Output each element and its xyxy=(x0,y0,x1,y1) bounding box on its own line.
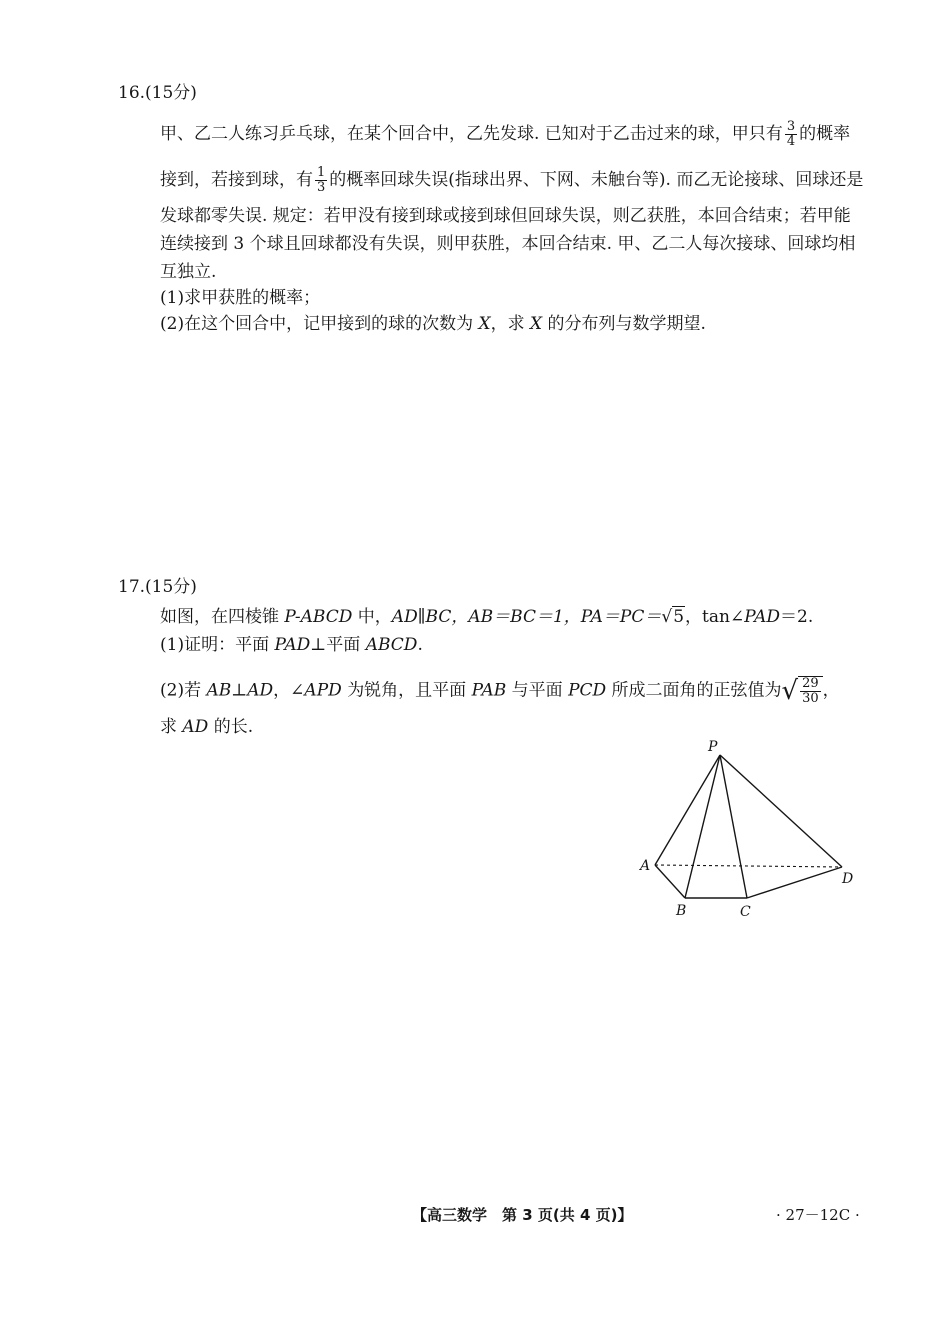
q16-fraction-1-3: $\frac{1}{3}$ xyxy=(317,165,326,195)
footer-code: · 27－12C · xyxy=(776,1206,860,1224)
label-D: D xyxy=(842,871,854,887)
q16-line-2: 接到，若接到球，有 $\frac{1}{3}$ 的概率回球失误(指球出界、下网、未触台等). 而乙无论接球、回球还是 xyxy=(160,165,864,195)
edge-PB xyxy=(685,755,720,898)
sqrt-29-30: √ $\frac{29}{30}$ xyxy=(782,676,823,706)
label-P: P xyxy=(708,739,718,755)
q17-line-1: 如图，在四棱锥 P-ABCD 中，AD∥BC，AB＝BC＝1，PA＝PC＝√5，tan∠PAD＝2. xyxy=(160,607,814,627)
q16-fraction-3-4: $\frac{3}{4}$ xyxy=(786,119,796,149)
label-B: B xyxy=(676,903,687,919)
edge-PA xyxy=(655,755,720,865)
q17-part-1: (1)证明：平面 PAD⊥平面 ABCD. xyxy=(160,635,423,655)
q17-part-2: (2)若 AB⊥AD，∠APD 为锐角，且平面 PAB 与平面 PCD 所成二面角的正弦值为 √ $\frac{29}{30}$ ， xyxy=(160,676,840,706)
q16-header: 16.(15分) xyxy=(118,83,197,103)
label-C: C xyxy=(740,904,751,920)
q17-part-2-line-2: 求 AD 的长. xyxy=(160,717,254,737)
pyramid-figure xyxy=(630,735,870,925)
footer-page-info: 【高三数学 第 3 页(共 4 页)】 xyxy=(412,1206,633,1224)
sqrt-5: √5 xyxy=(661,607,685,627)
q16-line-5: 互独立. xyxy=(160,262,217,282)
q16-line-3: 发球都零失误. 规定：若甲没有接到球或接到球但回球失误，则乙获胜，本回合结束；若甲能 xyxy=(160,206,851,226)
label-A: A xyxy=(640,858,651,874)
edge-CD xyxy=(747,867,842,898)
edge-AD-hidden xyxy=(655,865,842,867)
q16-line-4: 连续接到 3 个球且回球都没有失误，则甲获胜，本回合结束. 甲、乙二人每次接球、回球均相 xyxy=(160,234,856,254)
q16-line-1: 甲、乙二人练习乒乓球，在某个回合中，乙先发球. 已知对于乙击过来的球，甲只有 $\frac{3}{4}$ 的概率 xyxy=(160,119,851,149)
q16-part-2: (2)在这个回合中，记甲接到的球的次数为 X，求 X 的分布列与数学期望. xyxy=(160,314,706,334)
q17-header: 17.(15分) xyxy=(118,577,197,597)
edge-AB xyxy=(655,865,685,898)
q16-part-1: (1)求甲获胜的概率； xyxy=(160,288,321,308)
